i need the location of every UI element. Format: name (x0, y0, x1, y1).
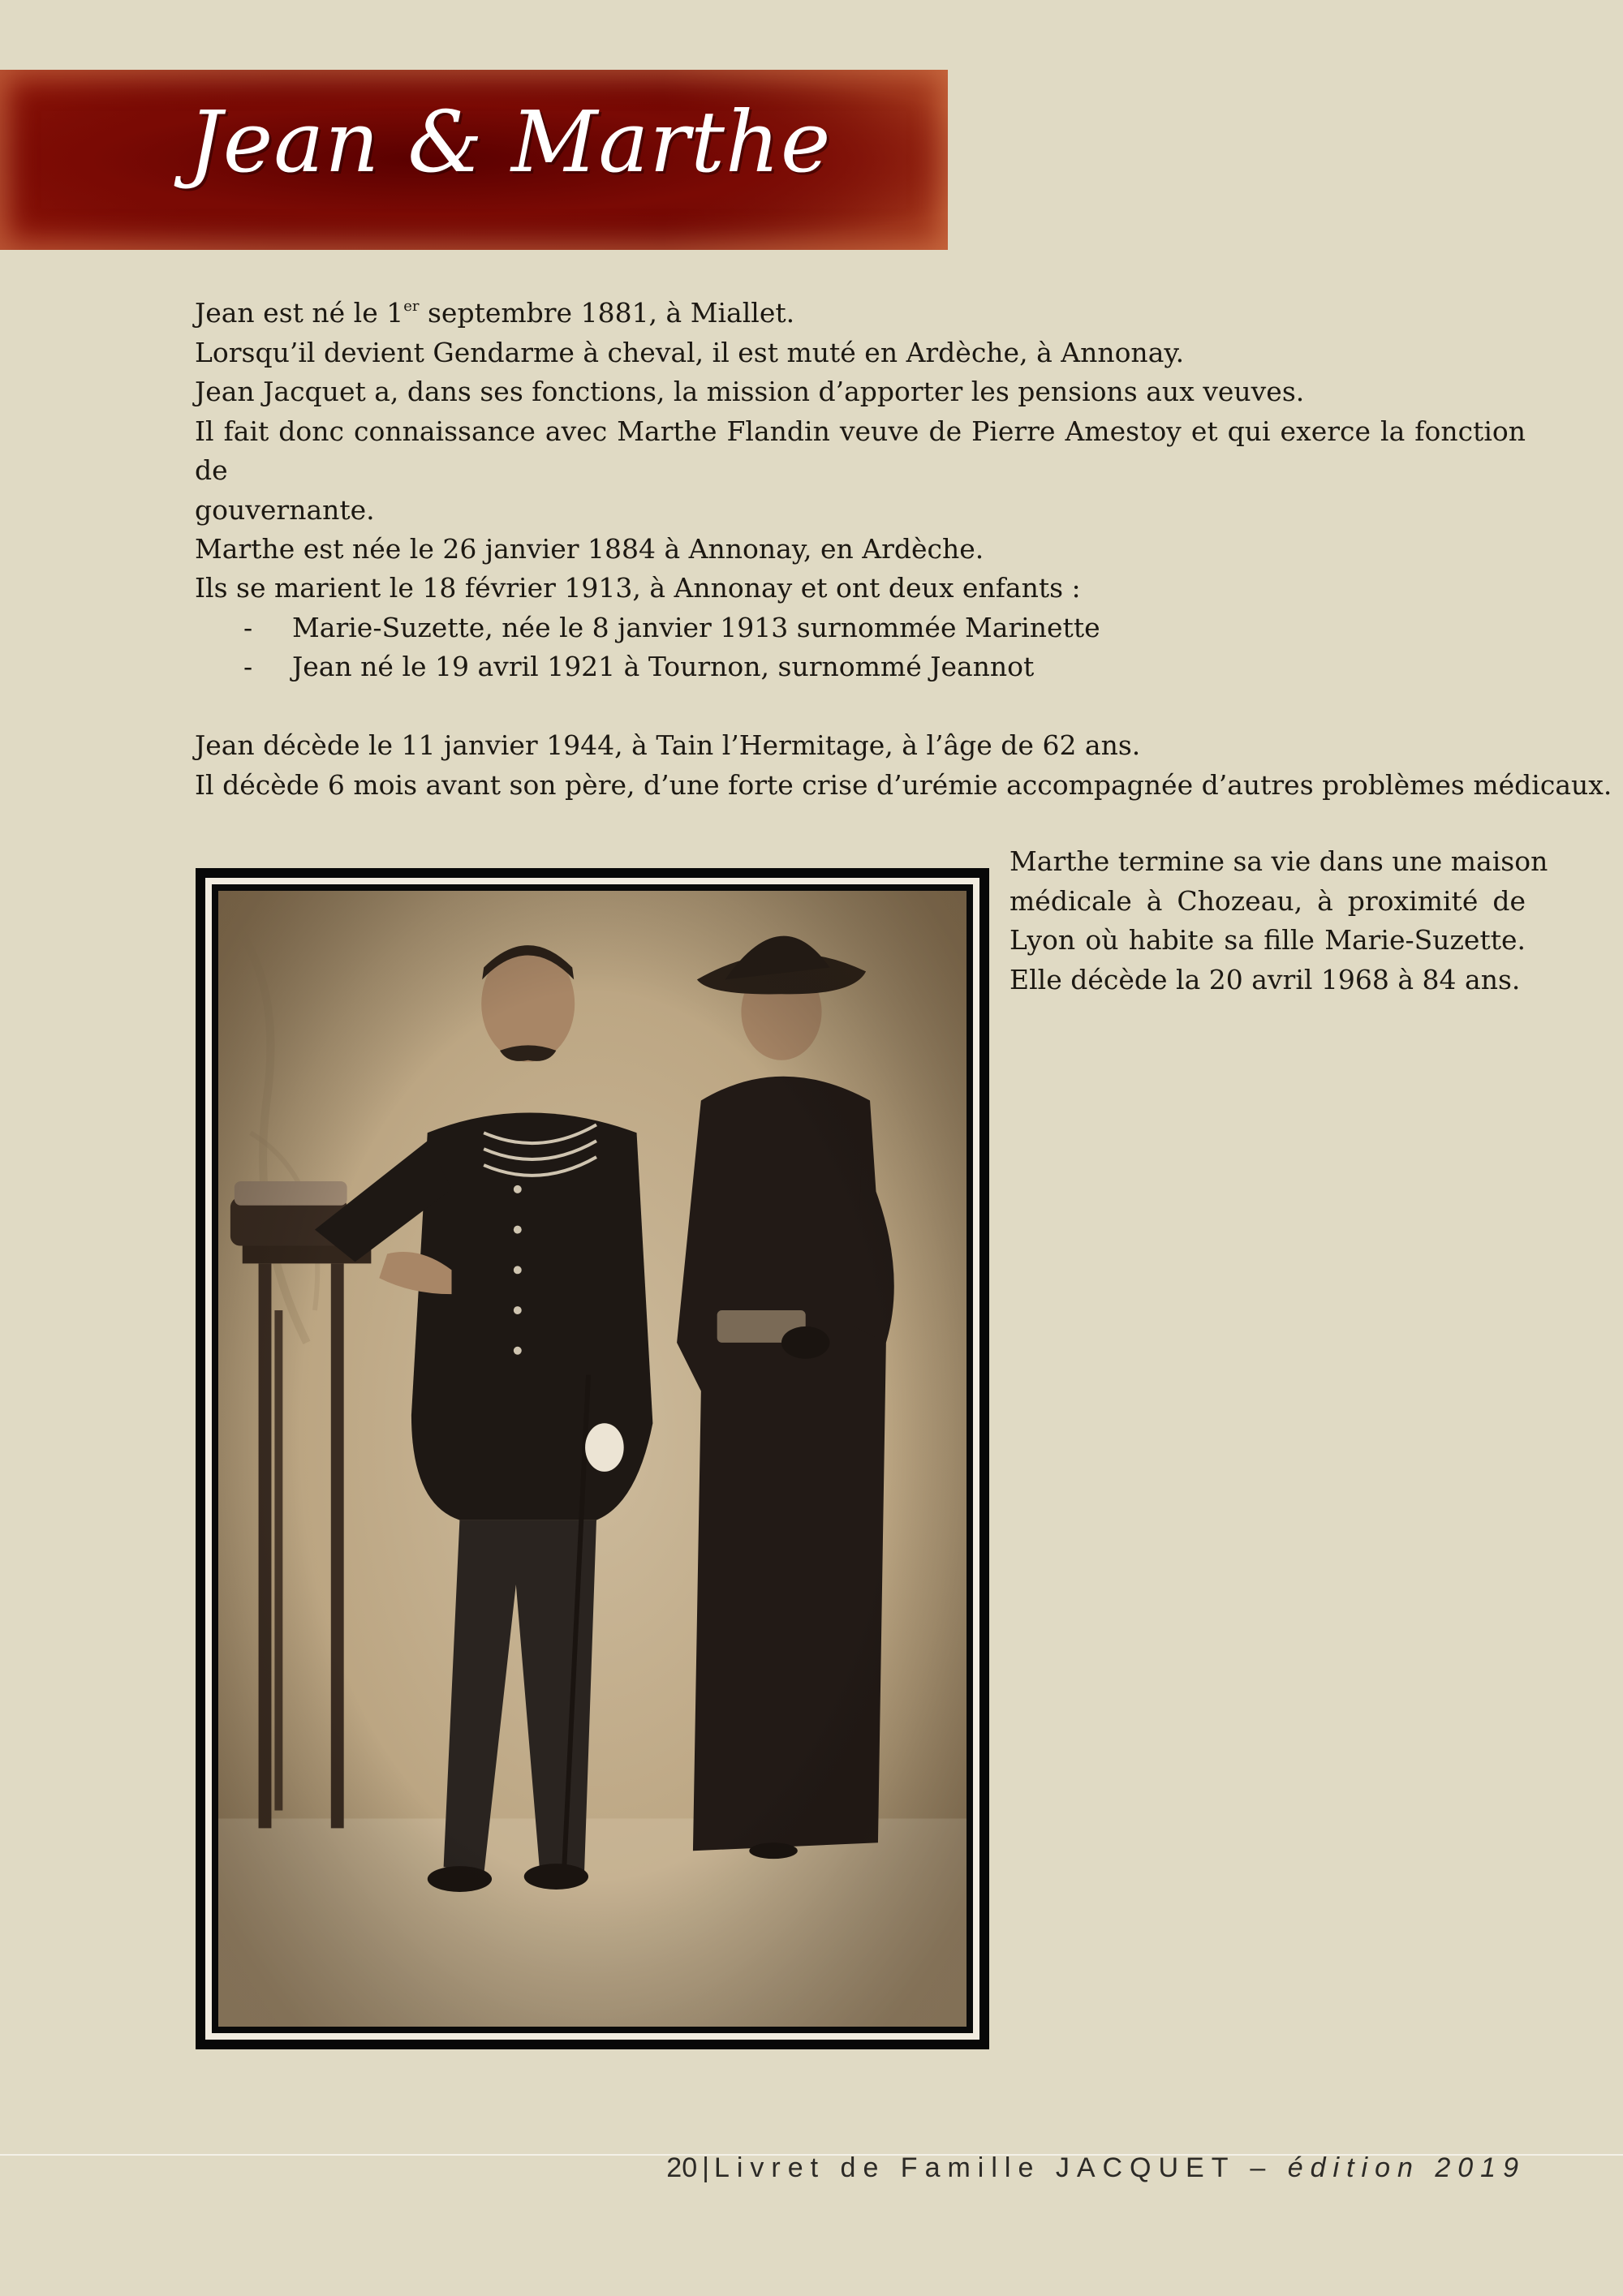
couple-photograph-illustration (218, 891, 966, 2027)
death-line: Jean décède le 11 janvier 1944, à Tain l’Hermitage, à l’âge de 62 ans. (195, 729, 1141, 761)
page-number: 20 (666, 2152, 698, 2183)
text-line: médicale à Chozeau, à proximité de (1010, 884, 1526, 917)
biography-paragraph-3 (195, 726, 1612, 805)
biography-paragraph-2 (195, 569, 1526, 687)
marriage-line: Ils se marient le 18 février 1913, à Annonay et ont deux enfants : (195, 572, 1081, 604)
text-line: Jean Jacquet a, dans ses fonctions, la mission d’apporter les pensions aux veuves. (195, 376, 1305, 407)
footer-separator: | (702, 2152, 709, 2183)
biography-paragraph-1 (195, 294, 1526, 570)
text-line: Lorsqu’il devient Gendarme à cheval, il est muté en Ardèche, à Annonay. (195, 336, 1185, 368)
photo-frame (196, 868, 989, 2049)
text-line: Elle décède la 20 avril 1968 à 84 ans. (1010, 963, 1521, 995)
list-item: - Marie-Suzette, née le 8 janvier 1913 surnommée Marinette (243, 611, 1100, 643)
footer-dash: – (1250, 2152, 1273, 2183)
birth-line: Jean est né le 1er septembre 1881, à Miallet. (195, 297, 795, 329)
text-line: Marthe termine sa vie dans une maison (1010, 845, 1548, 877)
text-line: Il décède 6 mois avant son père, d’une forte crise d’urémie accompagnée d’autres problèmes médicaux. (195, 768, 1612, 801)
page-footer (666, 2152, 1526, 2184)
title-banner (0, 70, 948, 250)
text-line: Il fait donc connaissance avec Marthe Flandin veuve de Pierre Amestoy et qui exerce la fonction de (195, 415, 1526, 486)
edition-label: édition 2019 (1287, 2152, 1526, 2183)
text-line: gouvernante. (195, 493, 375, 526)
page-title: Jean & Marthe (188, 92, 832, 191)
couple-photograph (218, 891, 966, 2027)
side-paragraph (1010, 842, 1548, 1000)
book-title: Livret de Famille JACQUET (713, 2152, 1235, 2183)
text-line: Lyon où habite sa fille Marie-Suzette. (1010, 924, 1526, 956)
text-line: Marthe est née le 26 janvier 1884 à Annonay, en Ardèche. (195, 533, 984, 565)
list-item: - Jean né le 19 avril 1921 à Tournon, surnommé Jeannot (243, 651, 1035, 682)
